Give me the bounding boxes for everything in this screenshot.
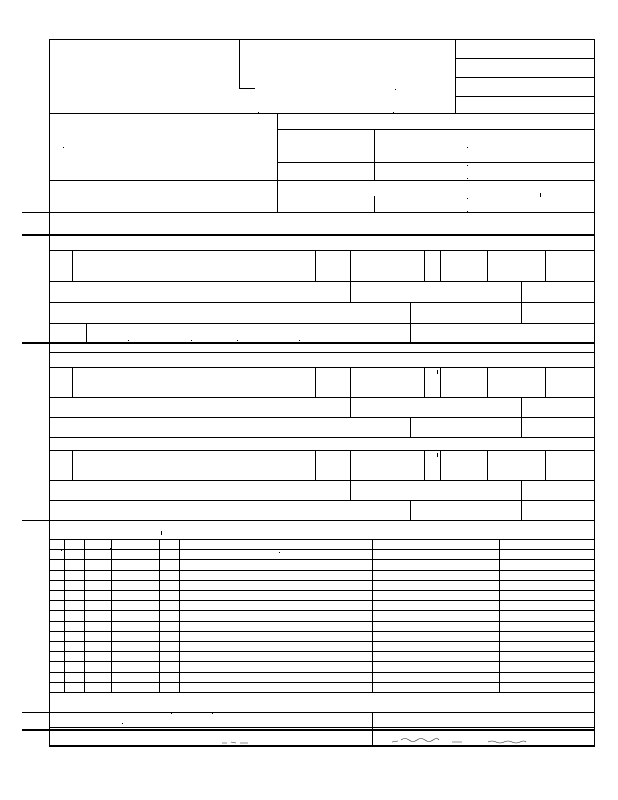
- grid-row-line: [49, 549, 595, 550]
- s2-col-e: [440, 367, 441, 397]
- s2e2-row-3-col-b: [521, 500, 522, 520]
- section-2-entry-rule: [49, 367, 595, 368]
- field-mark: [467, 165, 468, 166]
- section-1-heading-rule: [22, 234, 595, 236]
- grid-column-line: [84, 539, 85, 692]
- field-mark: [467, 198, 468, 199]
- grid-row-line: [49, 641, 595, 642]
- grid-row-line: [49, 610, 595, 611]
- field-mark: [212, 713, 213, 714]
- s2e2-col-g: [545, 450, 546, 480]
- s1-col-f: [487, 250, 488, 281]
- s2e2-col-b: [315, 450, 316, 480]
- grid-column-line: [64, 539, 65, 692]
- field-mark: [63, 147, 64, 148]
- s1-row-2: [49, 281, 595, 282]
- section-2-subheading-rule: [49, 352, 595, 353]
- field-mark: [467, 178, 468, 179]
- s2-col-d: [424, 367, 425, 397]
- section-1-subheading-rule: [49, 250, 595, 251]
- s2e2-row-2-col-b: [521, 480, 522, 500]
- s2-col-f: [487, 367, 488, 397]
- s1-row-2-col-a: [350, 281, 351, 302]
- s1-col-a: [72, 250, 73, 281]
- s2e2-col-e: [440, 450, 441, 480]
- section-2-heading-rule: [22, 342, 595, 344]
- header-bottom-rule: [49, 113, 595, 114]
- address-right-col-2: [374, 162, 375, 180]
- s1-row-4-col-a: [86, 323, 87, 342]
- footer-rule-3: [22, 729, 595, 731]
- s2e2-row-3-col-a: [410, 500, 411, 520]
- top-border: [49, 39, 595, 40]
- header-mark: [395, 89, 396, 90]
- field-mark: [128, 340, 129, 341]
- grid-row-line: [49, 682, 595, 683]
- field-mark: [540, 193, 541, 197]
- s1-row-3-col-a: [410, 302, 411, 323]
- grid-column-line: [111, 539, 112, 692]
- grid-row-line: [49, 672, 595, 673]
- grid-row-line: [49, 600, 595, 601]
- field-mark: [299, 340, 300, 341]
- footer-rule-1: [22, 712, 595, 713]
- s2-col-a: [72, 367, 73, 397]
- address-full-row: [49, 180, 595, 181]
- field-mark: [437, 453, 438, 457]
- header-right-row-1: [455, 58, 594, 59]
- section-3-top: [22, 520, 595, 521]
- grid-row-line: [49, 621, 595, 622]
- s2-col-g: [545, 367, 546, 397]
- field-mark: [161, 531, 162, 535]
- s2e2-col-c: [350, 450, 351, 480]
- section-1-top: [22, 212, 595, 213]
- field-mark: [437, 370, 438, 374]
- footer-rule-2: [49, 727, 595, 728]
- s2-col-c: [350, 367, 351, 397]
- field-mark: [191, 340, 192, 341]
- s2e2-col-f: [487, 450, 488, 480]
- s2e2-row-3: [49, 500, 595, 501]
- header-left-box-bottom: [239, 88, 255, 89]
- grid-column-line: [179, 539, 180, 692]
- header-left-box-divider: [239, 39, 240, 88]
- s1-row-2-col-b: [521, 281, 522, 302]
- bottom-border: [49, 745, 595, 747]
- grid-row-line: [49, 559, 595, 560]
- grid-column-line: [499, 539, 500, 692]
- field-mark: [61, 550, 62, 551]
- s1-row-3: [49, 302, 595, 303]
- grid-row-line: [49, 661, 595, 662]
- header-right-row-3: [455, 96, 594, 97]
- s2e2-col-a: [72, 450, 73, 480]
- s2e2-row-2-col-a: [350, 480, 351, 500]
- address-right-col: [374, 129, 375, 163]
- s1-row-4: [49, 323, 595, 324]
- grid-header-rule: [49, 539, 595, 540]
- grid-column-line: [159, 539, 160, 692]
- s2-row-2-col-a: [350, 397, 351, 417]
- grid-row-line: [49, 590, 595, 591]
- s2-entry-2-rule: [49, 450, 595, 451]
- s1-col-e: [440, 250, 441, 281]
- s2-row-4: [49, 437, 595, 438]
- grid-row-line: [49, 692, 595, 693]
- field-mark: [467, 147, 468, 148]
- s2e2-col-d: [424, 450, 425, 480]
- address-right-col-3: [374, 196, 375, 212]
- s1-col-b: [315, 250, 316, 281]
- s1-col-g: [545, 250, 546, 281]
- s2-row-3: [49, 417, 595, 418]
- s1-row-3-col-b: [521, 302, 522, 323]
- s2-row-2: [49, 397, 595, 398]
- header-right-column-divider: [455, 39, 456, 113]
- s1-row-4-col-b: [410, 323, 411, 342]
- header-right-row-2: [455, 77, 594, 78]
- field-mark: [171, 713, 172, 714]
- grid-row-line: [49, 651, 595, 652]
- grid-column-line: [372, 539, 373, 692]
- s2-col-b: [315, 367, 316, 397]
- field-mark: [122, 723, 123, 724]
- s1-col-d: [424, 250, 425, 281]
- s2e2-row-2: [49, 480, 595, 481]
- grid-row-line: [49, 580, 595, 581]
- field-mark: [237, 340, 238, 341]
- s2-row-2-col-b: [521, 397, 522, 417]
- s2-row-3-col-a: [410, 417, 411, 437]
- grid-row-line: [49, 570, 595, 571]
- address-right-row-2: [277, 162, 594, 163]
- s2-row-3-col-b: [521, 417, 522, 437]
- address-right-row-1: [277, 129, 594, 130]
- grid-row-line: [49, 631, 595, 632]
- field-mark: [279, 552, 280, 553]
- s1-col-c: [350, 250, 351, 281]
